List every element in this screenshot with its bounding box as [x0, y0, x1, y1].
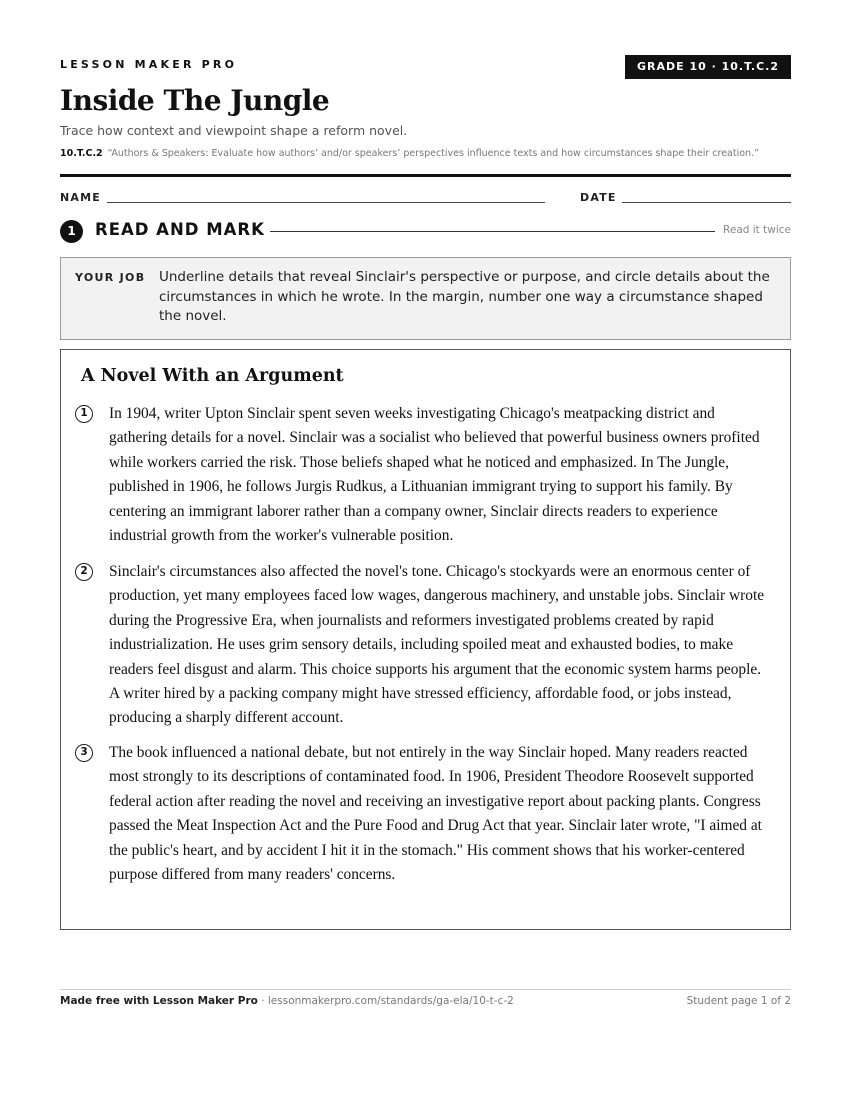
- paragraph-number: 2: [75, 563, 93, 581]
- date-label: DATE: [580, 191, 617, 204]
- date-field[interactable]: [622, 202, 791, 203]
- page-footer: [60, 995, 791, 1007]
- section-number-badge: 1: [60, 220, 83, 243]
- standard-text: “Authors & Speakers: Evaluate how authors’ and/or speakers’ perspectives influence texts and how circumstances shape their creation.”: [107, 148, 760, 159]
- standard-code: 10.T.C.2: [60, 148, 103, 159]
- paragraph-number: 3: [75, 744, 93, 762]
- name-field[interactable]: [107, 202, 545, 203]
- page-indicator: Student page 1 of 2: [686, 995, 791, 1007]
- page-title: Inside The Jungle: [60, 84, 330, 117]
- job-instructions: Underline details that reveal Sinclair's perspective or purpose, and circle details about the circumstances in which he wrote. In the margin, number one way a circumstance shaped the novel.: [159, 269, 770, 324]
- paragraph-text: In 1904, writer Upton Sinclair spent seven weeks investigating Chicago's meatpacking district and gathering details for a novel. Sinclair was a socialist who believed that powerful business owners profited while workers carried the risk. Those beliefs shaped what he noticed and emphasized. In The Jungle, published in 1906, he follows Jurgis Rudkus, a Lithuanian immigrant trying to support his family. By centering an immigrant laborer rather than a company owner, Sinclair directs readers to experience industrial growth from the worker's vulnerable position.: [109, 405, 760, 545]
- passage-box: [60, 349, 791, 930]
- standard-line: [60, 148, 800, 159]
- name-date-row: [60, 190, 791, 206]
- section-note: Read it twice: [723, 224, 791, 236]
- job-label: YOUR JOB: [75, 271, 146, 284]
- grade-badge: GRADE 10 · 10.T.C.2: [625, 55, 791, 79]
- page-subtitle: Trace how context and viewpoint shape a reform novel.: [60, 123, 408, 138]
- passage-title: A Novel With an Argument: [81, 366, 344, 386]
- footer-brand: Made free with Lesson Maker Pro: [60, 995, 258, 1007]
- footer-divider: [60, 989, 791, 990]
- section-divider: [270, 231, 715, 232]
- section-title: READ AND MARK: [95, 220, 265, 239]
- name-label: NAME: [60, 191, 101, 204]
- job-box: [60, 257, 791, 340]
- paragraph-text: The book influenced a national debate, but not entirely in the way Sinclair hoped. Many readers reacted most strongly to its descriptions of contaminated food. In 1906, President Theodore Roosevelt supported federal action after reading the novel and receiving an investigative report about packing plants. Congress passed the Meat Inspection Act and the Pure Food and Drug Act that year. Sinclair later wrote, "I aimed at the public's heart, and by accident I hit it in the stomach." His comment shows that his worker-centered purpose differed from many readers' concerns.: [109, 744, 762, 884]
- brand-name: LESSON MAKER PRO: [60, 58, 238, 71]
- footer-url[interactable]: · lessonmakerpro.com/standards/ga-ela/10-t-c-2: [257, 995, 514, 1007]
- paragraph-text: Sinclair's circumstances also affected the novel's tone. Chicago's stockyards were an enormous center of production, yet many employees faced low wages, dangerous machinery, and unstable jobs. Sinclair wrote during the Progressive Era, when journalists and reformers investigated problems created by rapid industrialization. He uses grim sensory details, including spoiled meat and exhausted bodies, to make readers feel disgust and alarm. This choice supports his argument that the economic system harms people. A writer hired by a packing company might have stressed efficiency, affordable food, or jobs instead, producing a sharply different account.: [109, 563, 765, 727]
- page-header: [60, 57, 791, 79]
- header-divider: [60, 174, 791, 177]
- section-header: [60, 219, 791, 243]
- paragraph-number: 1: [75, 405, 93, 423]
